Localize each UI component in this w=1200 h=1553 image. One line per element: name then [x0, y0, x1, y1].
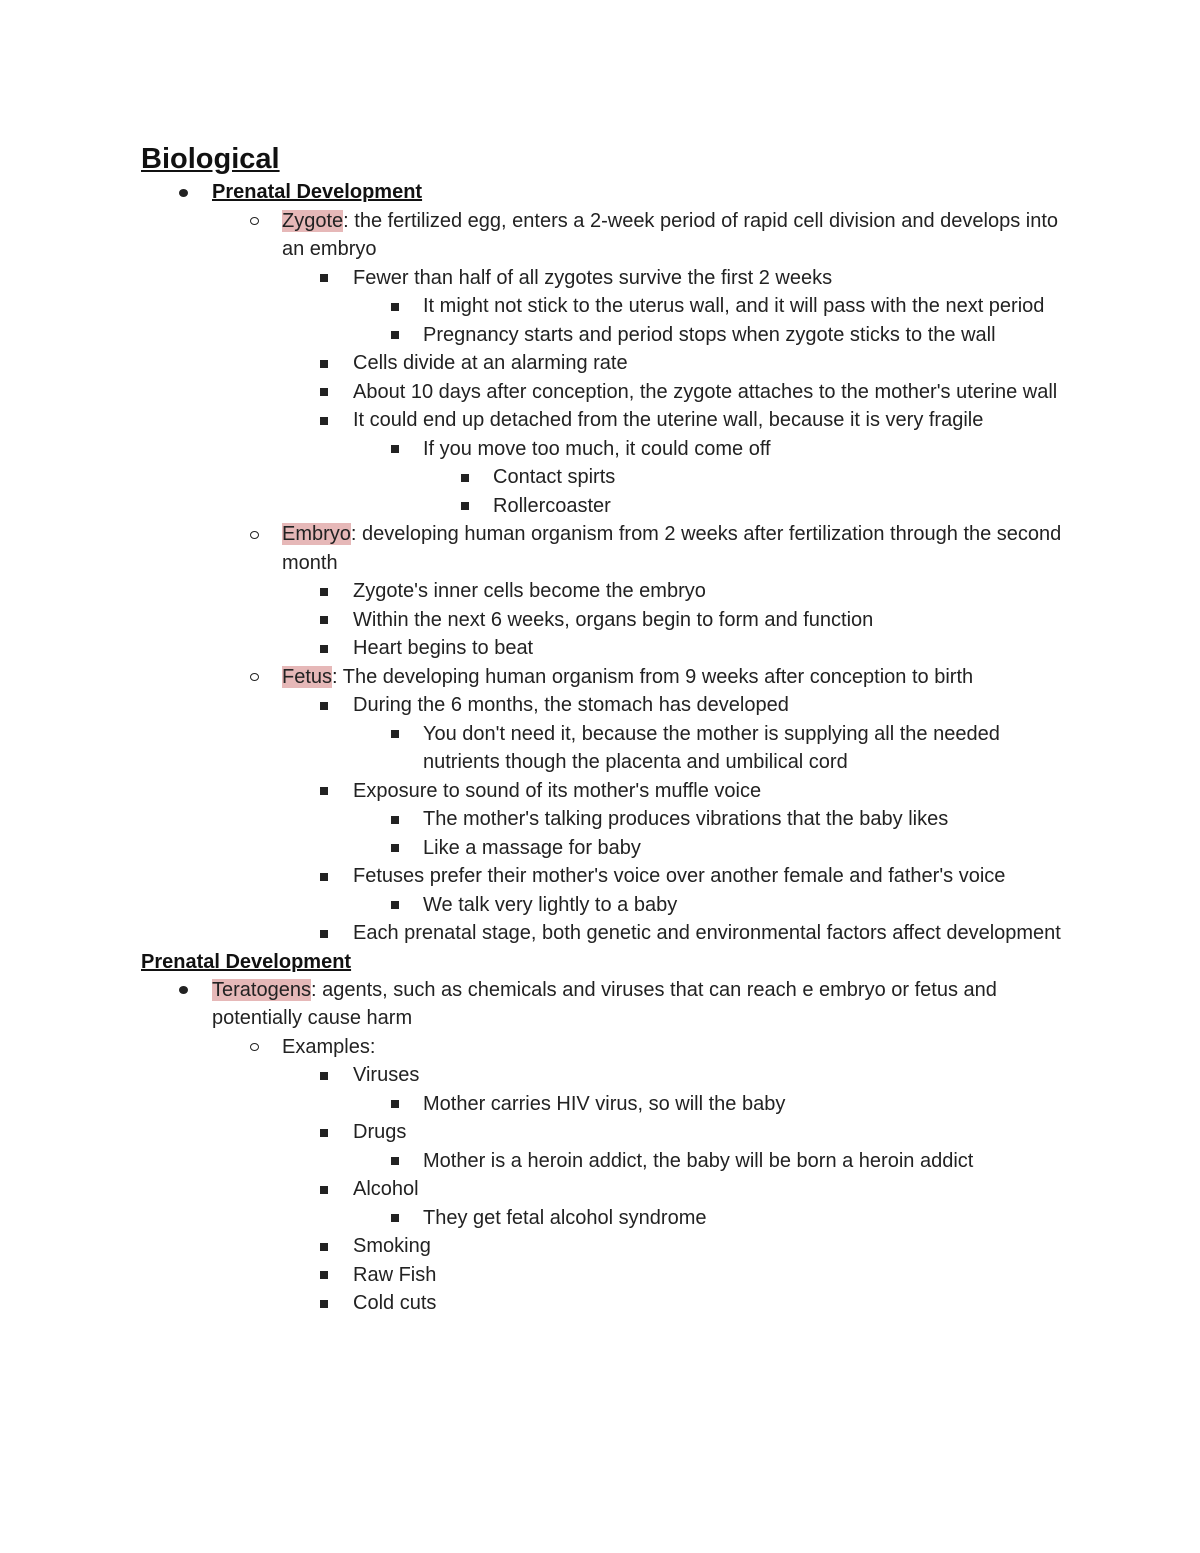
square-bullet-icon [314, 1232, 334, 1261]
square-bullet-icon [455, 463, 475, 492]
term-definition: : The developing human organism from 9 weeks after conception to birth [332, 665, 974, 688]
hollow-circle-bullet-icon [244, 520, 264, 549]
list-item-text: Viruses [353, 1064, 420, 1086]
square-bullet-icon [314, 1289, 334, 1318]
list-item-text: Exposure to sound of its mother's muffle voice [353, 779, 762, 802]
list-item [141, 1232, 1071, 1261]
highlighted-term: Embryo [282, 523, 351, 545]
square-bullet-icon [455, 492, 475, 521]
list-item-text: About 10 days after conception, the zygote attaches to the mother's uterine wall [353, 380, 1058, 403]
list-item-text: You don't need it, because the mother is supplying all the needed nutrients though the placenta and umbilical cord [423, 722, 1000, 773]
list-item [141, 178, 1071, 207]
highlighted-term: Fetus [282, 665, 333, 688]
square-bullet-icon [314, 1061, 334, 1090]
list-item-text: Drugs [353, 1121, 407, 1143]
list-item-fetus [141, 663, 1071, 692]
list-item-text: Smoking [353, 1235, 431, 1257]
list-item [141, 292, 1071, 321]
list-item [141, 492, 1071, 521]
list-item-text: Examples: [282, 1035, 376, 1058]
square-bullet-icon [385, 805, 405, 834]
list-item [141, 1118, 1071, 1147]
square-bullet-icon [314, 406, 334, 435]
square-bullet-icon [385, 1147, 405, 1176]
list-item [141, 378, 1071, 407]
list-item-text: Zygote's inner cells become the embryo [353, 580, 706, 602]
square-bullet-icon [385, 891, 405, 920]
square-bullet-icon [314, 1261, 334, 1290]
square-bullet-icon [314, 1118, 334, 1147]
filled-circle-bullet-icon [173, 976, 193, 1005]
square-bullet-icon [314, 264, 334, 293]
list-item [141, 1090, 1071, 1119]
list-item [141, 1061, 1071, 1090]
square-bullet-icon [314, 349, 334, 378]
list-item-text: Fewer than half of all zygotes survive the first 2 weeks [353, 266, 833, 289]
list-item [141, 321, 1071, 350]
square-bullet-icon [314, 1175, 334, 1204]
square-bullet-icon [314, 691, 334, 720]
list-item [141, 349, 1071, 378]
document-page [141, 140, 1071, 1318]
list-item-text: Each prenatal stage, both genetic and environmental factors affect development [353, 922, 1061, 944]
list-item-text: Alcohol [353, 1178, 419, 1200]
square-bullet-icon [385, 321, 405, 350]
list-item-text: Raw Fish [353, 1263, 437, 1286]
square-bullet-icon [314, 634, 334, 663]
list-item [141, 634, 1071, 663]
section-heading: Prenatal Development [212, 181, 423, 203]
list-item-teratogens [141, 976, 1071, 1033]
list-item [141, 463, 1071, 492]
list-item [141, 1175, 1071, 1204]
list-item-text: It could end up detached from the uterine wall, because it is very fragile [353, 409, 984, 431]
list-item [141, 435, 1071, 464]
square-bullet-icon [314, 577, 334, 606]
term-definition: : developing human organism from 2 weeks after fertilization through the second month [282, 523, 1062, 574]
list-item [141, 919, 1071, 948]
list-item [141, 406, 1071, 435]
list-item-text: They get fetal alcohol syndrome [423, 1206, 707, 1229]
highlighted-term: Teratogens [212, 978, 311, 1001]
list-item-text: Like a massage for baby [423, 836, 641, 859]
hollow-circle-bullet-icon [244, 1033, 264, 1062]
hollow-circle-bullet-icon [244, 207, 264, 236]
square-bullet-icon [385, 1204, 405, 1233]
list-item-text: During the 6 months, the stomach has developed [353, 694, 789, 716]
list-item [141, 834, 1071, 863]
list-item-text: Heart begins to beat [353, 637, 534, 659]
term-definition: : the fertilized egg, enters a 2-week period of rapid cell division and develops into an embryo [282, 209, 1059, 260]
square-bullet-icon [314, 777, 334, 806]
square-bullet-icon [314, 606, 334, 635]
list-item-zygote [141, 207, 1071, 264]
document-title: Biological [141, 143, 280, 175]
list-item-text: Cold cuts [353, 1292, 437, 1314]
square-bullet-icon [314, 862, 334, 891]
list-item-text: Cells divide at an alarming rate [353, 352, 628, 374]
square-bullet-icon [314, 919, 334, 948]
list-item [141, 720, 1071, 777]
list-item [141, 1261, 1071, 1290]
list-item-text: Within the next 6 weeks, organs begin to form and function [353, 608, 874, 631]
section-heading: Prenatal Development [141, 950, 352, 973]
list-item [141, 805, 1071, 834]
highlighted-term: Zygote [282, 209, 344, 232]
term-definition: : agents, such as chemicals and viruses that can reach e embryo or fetus and potentially cause harm [212, 978, 997, 1029]
list-item [141, 1204, 1071, 1233]
list-item [141, 577, 1071, 606]
list-item-text: Mother is a heroin addict, the baby will be born a heroin addict [423, 1149, 974, 1172]
list-item [141, 606, 1071, 635]
square-bullet-icon [314, 378, 334, 407]
list-item-text: Pregnancy starts and period stops when zygote sticks to the wall [423, 323, 996, 346]
square-bullet-icon [385, 834, 405, 863]
filled-circle-bullet-icon [173, 178, 193, 207]
list-item [141, 862, 1071, 891]
list-item-text: Fetuses prefer their mother's voice over another female and father's voice [353, 865, 1006, 887]
list-item [141, 691, 1071, 720]
list-item [141, 1147, 1071, 1176]
square-bullet-icon [385, 292, 405, 321]
list-item [141, 891, 1071, 920]
square-bullet-icon [385, 435, 405, 464]
list-item-text: Contact spirts [493, 466, 616, 488]
list-item-embryo [141, 520, 1071, 577]
square-bullet-icon [385, 720, 405, 749]
list-item [141, 264, 1071, 293]
list-item-text: It might not stick to the uterus wall, and it will pass with the next period [423, 295, 1045, 317]
list-item-text: Rollercoaster [493, 494, 611, 517]
list-item [141, 1033, 1071, 1062]
hollow-circle-bullet-icon [244, 663, 264, 692]
list-item [141, 777, 1071, 806]
list-item-text: Mother carries HIV virus, so will the baby [423, 1092, 786, 1115]
list-item-text: The mother's talking produces vibrations that the baby likes [423, 808, 949, 830]
list-item [141, 1289, 1071, 1318]
list-item-text: We talk very lightly to a baby [423, 893, 678, 916]
list-item-text: If you move too much, it could come off [423, 437, 771, 460]
square-bullet-icon [385, 1090, 405, 1119]
